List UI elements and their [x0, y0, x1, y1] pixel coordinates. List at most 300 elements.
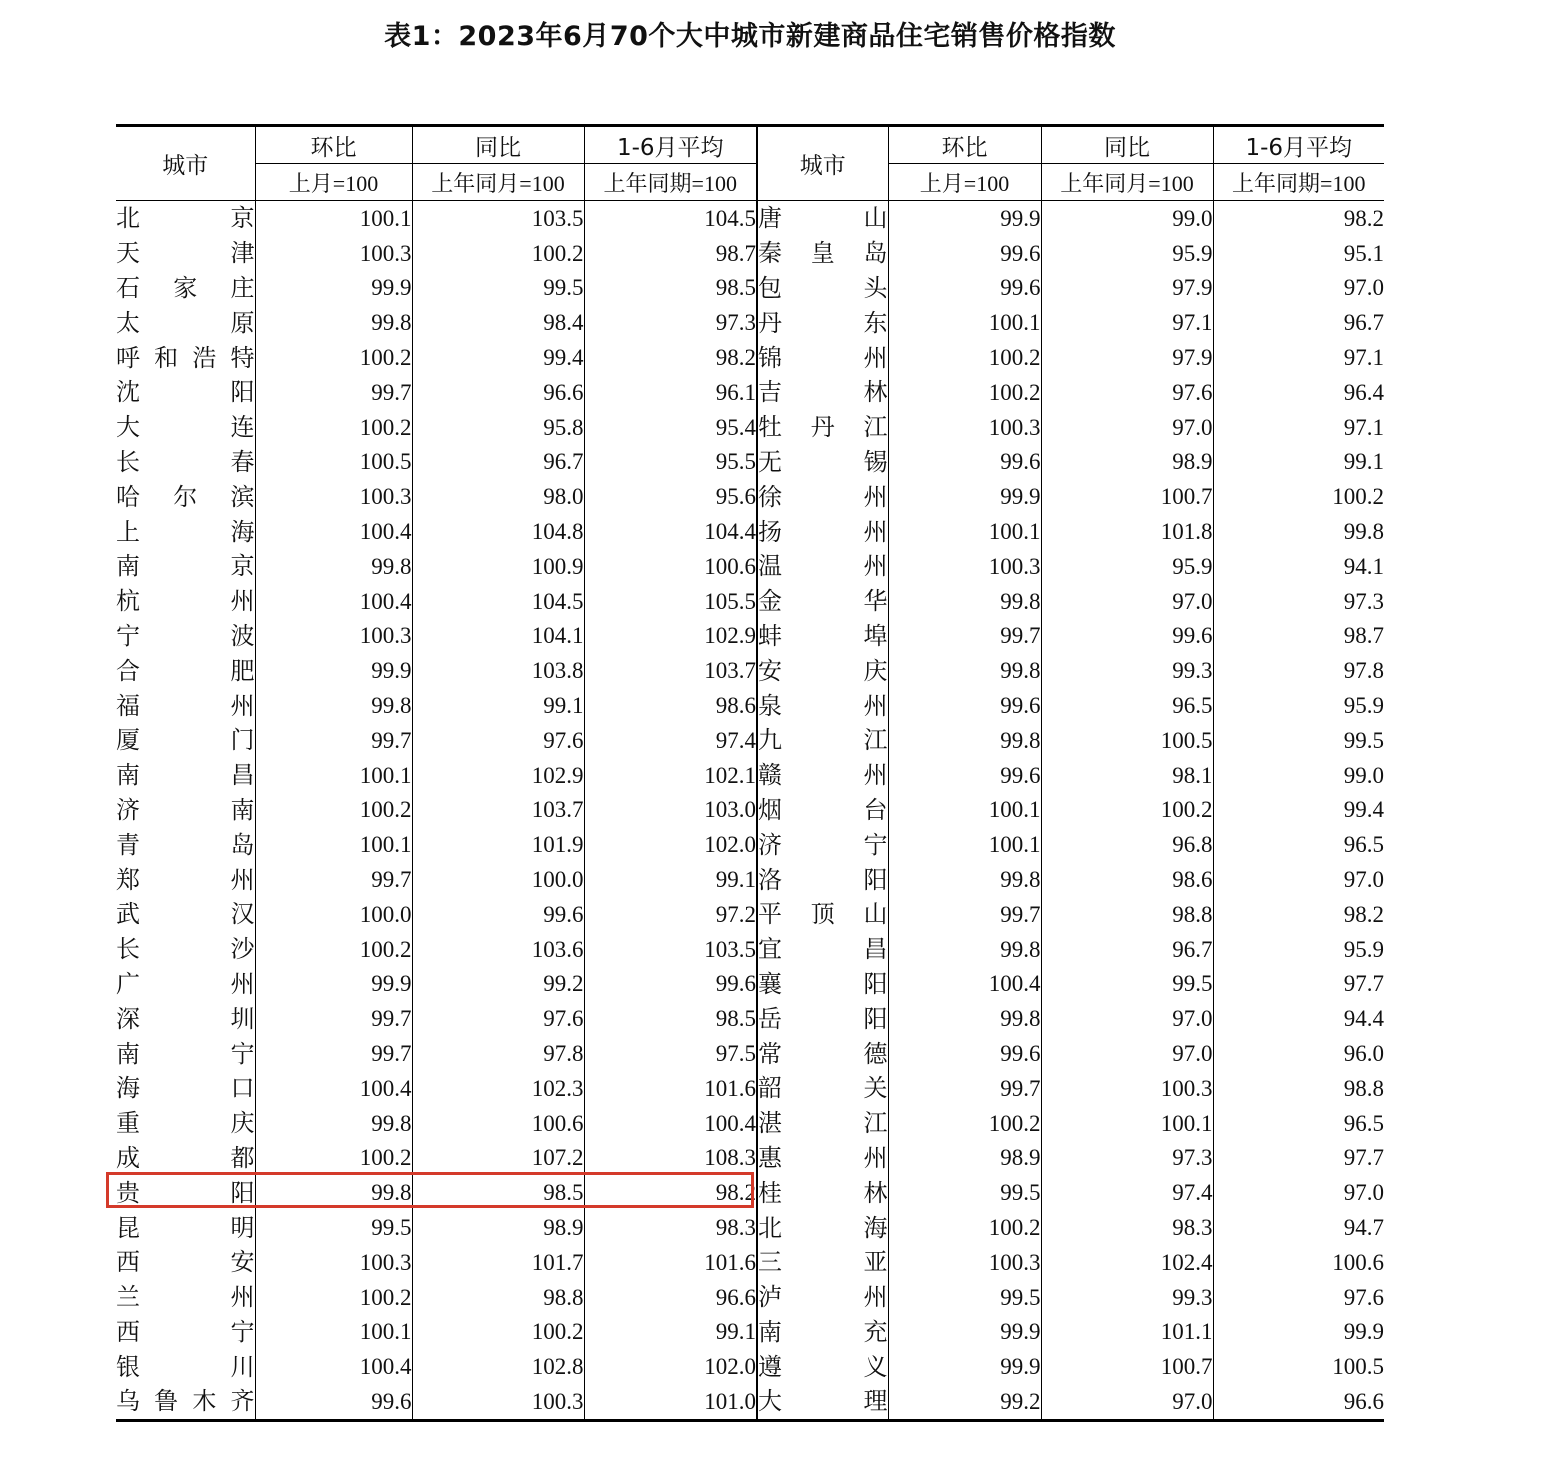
- city-cell: 济宁: [757, 827, 888, 862]
- yoy-cell: 95.9: [1041, 236, 1213, 271]
- city-cell: 福州: [116, 688, 255, 723]
- avg-cell: 97.2: [584, 897, 757, 932]
- table-row: [116, 201, 1384, 236]
- yoy-cell: 96.7: [412, 445, 584, 480]
- table-row: [116, 1071, 1384, 1106]
- table-row: [116, 967, 1384, 1002]
- city-cell: 长春: [116, 445, 255, 480]
- city-cell: 安庆: [757, 653, 888, 688]
- table-row: [116, 862, 1384, 897]
- mom-cell: 100.2: [888, 375, 1041, 410]
- mom-cell: 99.6: [255, 1384, 412, 1420]
- yoy-header-right: 同比: [1041, 126, 1213, 164]
- mom-cell: 99.8: [888, 1001, 1041, 1036]
- yoy-cell: 102.9: [412, 758, 584, 793]
- avg-cell: 100.6: [584, 549, 757, 584]
- table-row: [116, 514, 1384, 549]
- yoy-cell: 102.8: [412, 1349, 584, 1384]
- table-row: [116, 1349, 1384, 1384]
- yoy-cell: 97.0: [1041, 584, 1213, 619]
- table-row: [116, 375, 1384, 410]
- avg-cell: 104.5: [584, 201, 757, 236]
- yoy-cell: 98.4: [412, 305, 584, 340]
- avg-cell: 95.6: [584, 479, 757, 514]
- avg-cell: 102.1: [584, 758, 757, 793]
- city-cell: 襄阳: [757, 967, 888, 1002]
- city-cell: 南宁: [116, 1036, 255, 1071]
- mom-cell: 99.6: [888, 271, 1041, 306]
- yoy-cell: 97.9: [1041, 340, 1213, 375]
- avg-cell: 96.0: [1343, 1041, 1384, 1067]
- city-cell: 北海: [757, 1210, 888, 1245]
- mom-cell: 99.7: [888, 619, 1041, 654]
- city-header-left: 城市: [116, 126, 255, 201]
- city-cell: 北京: [116, 201, 255, 236]
- avg-cell: 98.7: [1343, 623, 1384, 649]
- yoy-cell: 101.9: [412, 827, 584, 862]
- avg-cell: 105.5: [584, 584, 757, 619]
- mom-cell: 100.2: [255, 410, 412, 445]
- city-cell: 上海: [116, 514, 255, 549]
- table-row: [116, 305, 1384, 340]
- mom-cell: 99.8: [255, 549, 412, 584]
- city-cell: 青岛: [116, 827, 255, 862]
- mom-cell: 100.3: [255, 1245, 412, 1280]
- city-cell: 包头: [757, 271, 888, 306]
- avg-header-left: 1-6月平均: [584, 126, 757, 164]
- avg-cell: 95.4: [584, 410, 757, 445]
- table-row: [116, 1280, 1384, 1315]
- mom-cell: 100.3: [888, 549, 1041, 584]
- avg-cell: 97.4: [584, 723, 757, 758]
- city-cell: 长沙: [116, 932, 255, 967]
- city-cell: 宁波: [116, 619, 255, 654]
- city-cell: 沈阳: [116, 375, 255, 410]
- city-cell: 扬州: [757, 514, 888, 549]
- avg-cell: 99.1: [584, 1315, 757, 1350]
- mom-cell: 100.1: [888, 827, 1041, 862]
- avg-cell: 96.5: [1343, 832, 1384, 858]
- table-row: [116, 897, 1384, 932]
- yoy-cell: 99.6: [1041, 619, 1213, 654]
- city-cell: 湛江: [757, 1106, 888, 1141]
- avg-cell: 100.5: [1332, 1354, 1384, 1380]
- yoy-cell: 96.6: [412, 375, 584, 410]
- avg-cell: 94.1: [1343, 553, 1384, 579]
- yoy-cell: 96.7: [1041, 932, 1213, 967]
- mom-cell: 99.7: [255, 723, 412, 758]
- avg-cell: 97.5: [584, 1036, 757, 1071]
- table-row: [116, 1384, 1384, 1420]
- table-row: [116, 653, 1384, 688]
- mom-cell: 100.2: [888, 340, 1041, 375]
- mom-cell: 100.3: [255, 479, 412, 514]
- city-cell: 蚌埠: [757, 619, 888, 654]
- mom-cell: 99.7: [888, 897, 1041, 932]
- city-cell: 泉州: [757, 688, 888, 723]
- city-cell: 呼和浩特: [116, 340, 255, 375]
- table-row: [116, 1315, 1384, 1350]
- mom-cell: 99.8: [255, 305, 412, 340]
- avg-cell: 95.1: [1343, 240, 1384, 266]
- mom-cell: 100.2: [888, 1210, 1041, 1245]
- table-row: [116, 619, 1384, 654]
- mom-cell: 99.6: [888, 688, 1041, 723]
- yoy-cell: 104.5: [412, 584, 584, 619]
- table-row: [116, 1036, 1384, 1071]
- mom-cell: 99.9: [255, 967, 412, 1002]
- avg-cell: 99.1: [1343, 449, 1384, 475]
- mom-cell: 100.0: [255, 897, 412, 932]
- yoy-cell: 100.2: [412, 236, 584, 271]
- avg-cell: 99.6: [584, 967, 757, 1002]
- city-cell: 银川: [116, 1349, 255, 1384]
- avg-cell: 96.6: [1343, 1388, 1384, 1414]
- city-cell: 平顶山: [757, 897, 888, 932]
- avg-cell: 98.8: [1343, 1075, 1384, 1101]
- city-cell: 韶关: [757, 1071, 888, 1106]
- city-cell: 赣州: [757, 758, 888, 793]
- avg-cell: 108.3: [584, 1141, 757, 1176]
- table-row: [116, 445, 1384, 480]
- yoy-base-left: 上年同月=100: [412, 164, 584, 201]
- yoy-cell: 100.6: [412, 1106, 584, 1141]
- yoy-cell: 100.7: [1041, 479, 1213, 514]
- city-cell: 唐山: [757, 201, 888, 236]
- yoy-cell: 96.8: [1041, 827, 1213, 862]
- yoy-cell: 97.9: [1041, 271, 1213, 306]
- yoy-cell: 100.2: [412, 1315, 584, 1350]
- mom-cell: 100.2: [888, 1106, 1041, 1141]
- yoy-cell: 99.4: [412, 340, 584, 375]
- table-row: [116, 236, 1384, 271]
- city-cell: 南充: [757, 1315, 888, 1350]
- highlight-box: [106, 1172, 754, 1208]
- city-cell: 成都: [116, 1141, 255, 1176]
- city-cell: 深圳: [116, 1001, 255, 1036]
- yoy-cell: 97.0: [1041, 1036, 1213, 1071]
- avg-cell: 102.0: [584, 1349, 757, 1384]
- yoy-cell: 102.3: [412, 1071, 584, 1106]
- yoy-cell: 97.8: [412, 1036, 584, 1071]
- city-cell: 武汉: [116, 897, 255, 932]
- mom-cell: 100.4: [255, 584, 412, 619]
- yoy-cell: 98.6: [1041, 862, 1213, 897]
- avg-cell: 103.5: [584, 932, 757, 967]
- mom-cell: 99.5: [255, 1210, 412, 1245]
- city-cell: 三亚: [757, 1245, 888, 1280]
- avg-cell: 103.0: [584, 793, 757, 828]
- city-cell: 岳阳: [757, 1001, 888, 1036]
- table-row: [116, 479, 1384, 514]
- table-row: [116, 340, 1384, 375]
- avg-cell: 98.5: [584, 271, 757, 306]
- avg-cell: 95.9: [1343, 693, 1384, 719]
- mom-cell: 100.2: [255, 932, 412, 967]
- city-cell: 南京: [116, 549, 255, 584]
- city-cell: 牡丹江: [757, 410, 888, 445]
- mom-cell: 99.7: [255, 375, 412, 410]
- city-cell: 西宁: [116, 1315, 255, 1350]
- city-cell: 太原: [116, 305, 255, 340]
- avg-cell: 97.3: [1343, 588, 1384, 614]
- mom-cell: 99.9: [888, 1349, 1041, 1384]
- mom-cell: 100.1: [255, 758, 412, 793]
- avg-cell: 101.6: [584, 1071, 757, 1106]
- city-cell: 兰州: [116, 1280, 255, 1315]
- mom-cell: 99.9: [888, 479, 1041, 514]
- mom-cell: 99.8: [888, 653, 1041, 688]
- mom-cell: 100.4: [888, 967, 1041, 1002]
- city-cell: 贵阳: [116, 1175, 255, 1210]
- avg-cell: 96.4: [1343, 379, 1384, 405]
- avg-cell: 97.0: [1343, 1180, 1384, 1206]
- mom-cell: 99.7: [255, 862, 412, 897]
- avg-cell: 98.2: [584, 340, 757, 375]
- table-row: [116, 410, 1384, 445]
- avg-cell: 100.6: [1332, 1249, 1384, 1275]
- avg-cell: 97.8: [1343, 658, 1384, 684]
- yoy-cell: 98.3: [1041, 1210, 1213, 1245]
- yoy-cell: 98.8: [1041, 897, 1213, 932]
- table-row: [116, 1141, 1384, 1176]
- yoy-cell: 101.7: [412, 1245, 584, 1280]
- mom-cell: 100.1: [255, 1315, 412, 1350]
- yoy-cell: 99.1: [412, 688, 584, 723]
- yoy-cell: 98.0: [412, 479, 584, 514]
- table-row: [116, 1106, 1384, 1141]
- yoy-cell: 99.3: [1041, 653, 1213, 688]
- avg-cell: 97.0: [1343, 275, 1384, 301]
- avg-cell: 98.6: [584, 688, 757, 723]
- mom-cell: 100.5: [255, 445, 412, 480]
- yoy-cell: 96.5: [1041, 688, 1213, 723]
- avg-cell: 96.1: [584, 375, 757, 410]
- city-cell: 厦门: [116, 723, 255, 758]
- city-cell: 吉林: [757, 375, 888, 410]
- avg-cell: 101.0: [584, 1384, 757, 1420]
- avg-cell: 102.0: [584, 827, 757, 862]
- avg-cell: 95.9: [1343, 936, 1384, 962]
- mom-cell: 100.2: [255, 340, 412, 375]
- city-cell: 济南: [116, 793, 255, 828]
- city-cell: 乌鲁木齐: [116, 1384, 255, 1420]
- mom-cell: 98.9: [888, 1141, 1041, 1176]
- yoy-cell: 99.6: [412, 897, 584, 932]
- yoy-cell: 100.1: [1041, 1106, 1213, 1141]
- table-row: [116, 758, 1384, 793]
- city-cell: 丹东: [757, 305, 888, 340]
- avg-cell: 94.7: [1343, 1215, 1384, 1240]
- price-index-table: [116, 124, 1384, 1422]
- table-row: [116, 1210, 1384, 1245]
- yoy-cell: 97.0: [1041, 1001, 1213, 1036]
- mom-cell: 99.9: [888, 1315, 1041, 1350]
- avg-cell: 97.0: [1343, 867, 1384, 893]
- avg-cell: 98.2: [1343, 205, 1384, 231]
- mom-cell: 99.8: [255, 1106, 412, 1141]
- avg-cell: 97.7: [1343, 971, 1384, 997]
- table-row: [116, 584, 1384, 619]
- city-cell: 南昌: [116, 758, 255, 793]
- yoy-cell: 103.8: [412, 653, 584, 688]
- mom-cell: 100.3: [888, 410, 1041, 445]
- yoy-cell: 104.8: [412, 514, 584, 549]
- mom-cell: 100.1: [255, 827, 412, 862]
- table-row: [116, 688, 1384, 723]
- city-cell: 合肥: [116, 653, 255, 688]
- yoy-cell: 95.9: [1041, 549, 1213, 584]
- yoy-cell: 100.7: [1041, 1349, 1213, 1384]
- mom-cell: 99.7: [255, 1001, 412, 1036]
- yoy-cell: 99.0: [1041, 201, 1213, 236]
- yoy-cell: 97.4: [1041, 1175, 1213, 1210]
- yoy-cell: 99.5: [1041, 967, 1213, 1002]
- city-cell: 哈尔滨: [116, 479, 255, 514]
- mom-cell: 99.7: [888, 1071, 1041, 1106]
- table-row: [116, 932, 1384, 967]
- city-cell: 郑州: [116, 862, 255, 897]
- avg-cell: 97.1: [1343, 414, 1384, 440]
- avg-cell: 97.1: [1343, 345, 1384, 371]
- yoy-cell: 99.5: [412, 271, 584, 306]
- mom-header-left: 环比: [255, 126, 412, 164]
- mom-cell: 100.4: [255, 514, 412, 549]
- yoy-cell: 99.2: [412, 967, 584, 1002]
- mom-cell: 99.6: [888, 758, 1041, 793]
- mom-cell: 99.6: [888, 445, 1041, 480]
- avg-cell: 97.7: [1343, 1145, 1384, 1171]
- yoy-cell: 97.0: [1041, 1384, 1213, 1420]
- mom-cell: 99.7: [255, 1036, 412, 1071]
- avg-cell: 94.4: [1343, 1006, 1384, 1032]
- mom-cell: 99.8: [888, 723, 1041, 758]
- city-header-right: 城市: [757, 126, 888, 201]
- avg-cell: 98.2: [1343, 901, 1384, 927]
- city-cell: 惠州: [757, 1141, 888, 1176]
- avg-cell: 98.5: [584, 1001, 757, 1036]
- yoy-cell: 100.2: [1041, 793, 1213, 828]
- yoy-cell: 97.6: [412, 1001, 584, 1036]
- mom-cell: 99.5: [888, 1175, 1041, 1210]
- city-cell: 重庆: [116, 1106, 255, 1141]
- avg-cell: 99.5: [1343, 727, 1384, 753]
- mom-cell: 100.1: [888, 514, 1041, 549]
- table-row: [116, 1245, 1384, 1280]
- avg-cell: 95.5: [584, 445, 757, 480]
- avg-cell: 96.6: [584, 1280, 757, 1315]
- table-row: [116, 723, 1384, 758]
- yoy-cell: 98.1: [1041, 758, 1213, 793]
- city-cell: 烟台: [757, 793, 888, 828]
- yoy-cell: 100.3: [1041, 1071, 1213, 1106]
- avg-cell: 99.8: [1343, 519, 1384, 545]
- yoy-cell: 103.7: [412, 793, 584, 828]
- mom-cell: 100.3: [255, 619, 412, 654]
- city-cell: 金华: [757, 584, 888, 619]
- yoy-cell: 107.2: [412, 1141, 584, 1176]
- avg-cell: 100.4: [584, 1106, 757, 1141]
- city-cell: 洛阳: [757, 862, 888, 897]
- table-row: [116, 1001, 1384, 1036]
- yoy-cell: 97.0: [1041, 410, 1213, 445]
- city-cell: 秦皇岛: [757, 236, 888, 271]
- mom-cell: 100.1: [888, 793, 1041, 828]
- yoy-cell: 98.9: [412, 1210, 584, 1245]
- city-cell: 海口: [116, 1071, 255, 1106]
- city-cell: 大连: [116, 410, 255, 445]
- mom-cell: 100.2: [255, 1280, 412, 1315]
- yoy-cell: 100.3: [412, 1384, 584, 1420]
- city-cell: 泸州: [757, 1280, 888, 1315]
- mom-cell: 99.5: [888, 1280, 1041, 1315]
- yoy-cell: 100.9: [412, 549, 584, 584]
- yoy-cell: 100.5: [1041, 723, 1213, 758]
- city-cell: 常德: [757, 1036, 888, 1071]
- yoy-cell: 98.9: [1041, 445, 1213, 480]
- mom-cell: 100.3: [888, 1245, 1041, 1280]
- avg-header-right: 1-6月平均: [1213, 126, 1384, 164]
- city-cell: 西安: [116, 1245, 255, 1280]
- mom-header-right: 环比: [888, 126, 1041, 164]
- table-row: [116, 793, 1384, 828]
- avg-cell: 98.7: [584, 236, 757, 271]
- avg-cell: 97.6: [1343, 1284, 1384, 1310]
- avg-cell: 96.5: [1343, 1110, 1384, 1136]
- mom-cell: 99.9: [888, 201, 1041, 236]
- yoy-cell: 101.1: [1041, 1315, 1213, 1350]
- city-cell: 石家庄: [116, 271, 255, 306]
- mom-cell: 99.9: [255, 271, 412, 306]
- table-row: [116, 271, 1384, 306]
- city-cell: 广州: [116, 967, 255, 1002]
- avg-cell: 99.1: [584, 862, 757, 897]
- avg-cell: 101.6: [584, 1245, 757, 1280]
- city-cell: 九江: [757, 723, 888, 758]
- yoy-cell: 100.0: [412, 862, 584, 897]
- city-cell: 桂林: [757, 1175, 888, 1210]
- mom-cell: 99.9: [255, 653, 412, 688]
- yoy-cell: 98.8: [412, 1280, 584, 1315]
- mom-cell: 99.6: [888, 236, 1041, 271]
- avg-cell: 96.7: [1343, 310, 1384, 336]
- avg-cell: 99.0: [1343, 762, 1384, 788]
- city-cell: 天津: [116, 236, 255, 271]
- yoy-cell: 97.1: [1041, 305, 1213, 340]
- mom-cell: 99.6: [888, 1036, 1041, 1071]
- city-cell: 无锡: [757, 445, 888, 480]
- yoy-cell: 95.8: [412, 410, 584, 445]
- city-cell: 昆明: [116, 1210, 255, 1245]
- city-cell: 锦州: [757, 340, 888, 375]
- avg-cell: 99.9: [1343, 1319, 1384, 1345]
- yoy-cell: 102.4: [1041, 1245, 1213, 1280]
- avg-cell: 103.7: [584, 653, 757, 688]
- avg-cell: 97.3: [584, 305, 757, 340]
- avg-cell: 102.9: [584, 619, 757, 654]
- yoy-cell: 99.3: [1041, 1280, 1213, 1315]
- mom-cell: 99.8: [255, 688, 412, 723]
- yoy-cell: 97.3: [1041, 1141, 1213, 1176]
- mom-cell: 100.3: [255, 236, 412, 271]
- yoy-cell: 97.6: [1041, 375, 1213, 410]
- table-row: [116, 827, 1384, 862]
- mom-cell: 99.8: [888, 862, 1041, 897]
- yoy-cell: 98.5: [412, 1175, 584, 1210]
- yoy-cell: 101.8: [1041, 514, 1213, 549]
- city-cell: 遵义: [757, 1349, 888, 1384]
- yoy-cell: 103.6: [412, 932, 584, 967]
